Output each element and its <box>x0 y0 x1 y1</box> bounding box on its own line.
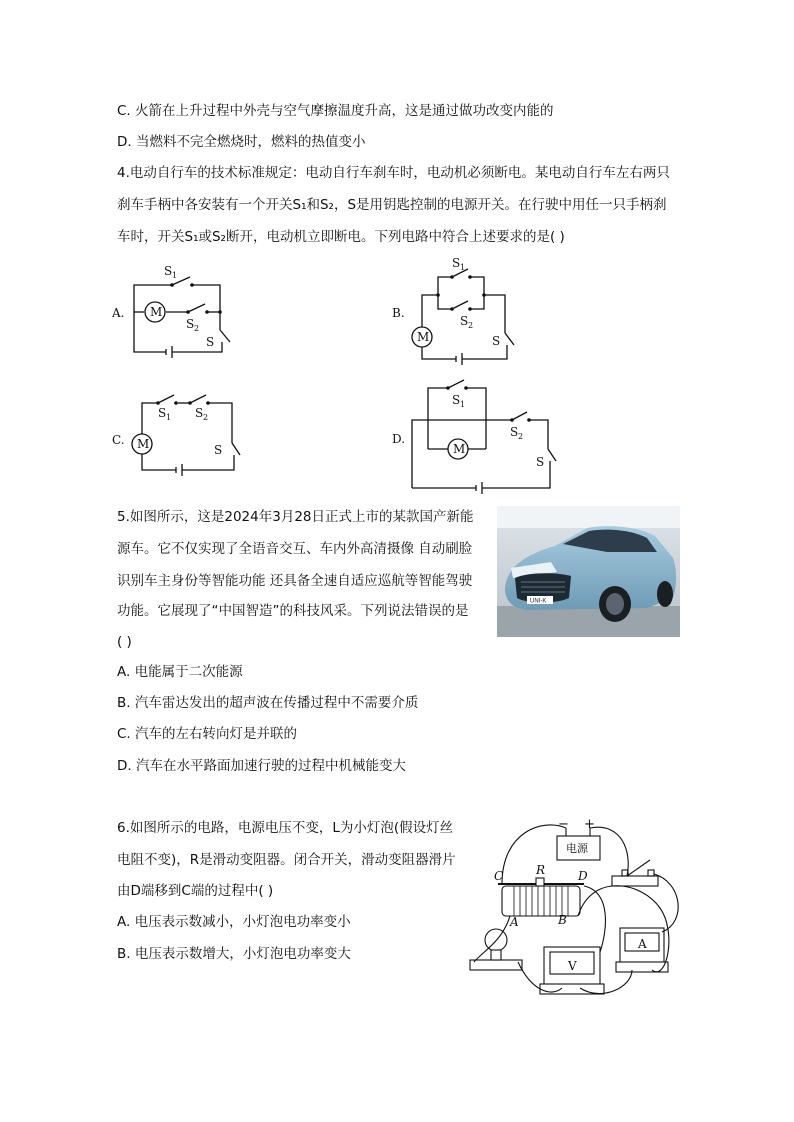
q5-option-c: C. 汽车的左右转向灯是并联的 <box>117 726 298 742</box>
svg-text:−: − <box>558 817 569 832</box>
svg-text:2: 2 <box>518 432 524 441</box>
circuit-a-diagram <box>110 262 250 362</box>
q5-stem-line3: 识别车主身份等智能功能 还具备全速自适应巡航等智能驾驶 <box>117 573 473 589</box>
q6-stem-line1: 6.如图所示的电路，电源电压不变，L为小灯泡(假设灯丝 <box>117 820 454 836</box>
q6-option-a: A. 电压表示数减小，小灯泡电功率变小 <box>117 914 351 930</box>
svg-text:S: S <box>536 455 545 469</box>
svg-text:S: S <box>452 256 461 270</box>
car-photo <box>497 506 680 637</box>
option-b-label: B. <box>392 306 405 320</box>
svg-text:S: S <box>214 443 223 457</box>
svg-text:1: 1 <box>166 413 172 422</box>
q4-stem-line2: 刹车手柄中各安装有一个开关S₁和S₂，S是用钥匙控制的电源开关。在行驶中用任一只手柄刹 <box>117 197 667 213</box>
svg-text:S: S <box>158 406 167 420</box>
svg-text:2: 2 <box>203 413 209 422</box>
option-d-label: D. <box>392 432 406 446</box>
circuit-d-diagram <box>390 375 560 500</box>
svg-text:S: S <box>510 425 519 439</box>
svg-text:A: A <box>638 937 647 951</box>
svg-text:M: M <box>417 330 430 344</box>
svg-text:S: S <box>195 406 204 420</box>
svg-text:S: S <box>452 393 461 407</box>
svg-text:R: R <box>536 863 546 877</box>
svg-text:UNI-K: UNI-K <box>530 598 547 605</box>
svg-text:D: D <box>578 869 588 883</box>
svg-text:C: C <box>494 869 504 883</box>
svg-text:电源: 电源 <box>566 843 588 855</box>
option-a-label: A. <box>112 306 125 320</box>
q5-option-a: A. 电能属于二次能源 <box>117 664 243 680</box>
apparatus-diagram <box>462 812 687 1002</box>
svg-text:S: S <box>186 317 195 331</box>
circuit-b-diagram <box>390 255 530 370</box>
q5-stem-line2: 源车。它不仅实现了全语音交互、车内外高清摄像 自动刷脸 <box>117 541 473 557</box>
svg-text:S: S <box>164 264 173 278</box>
q5-stem-line5: ( ) <box>117 634 132 650</box>
svg-text:M: M <box>453 442 466 456</box>
svg-text:M: M <box>137 437 150 451</box>
svg-text:2: 2 <box>468 321 474 330</box>
circuit-c-diagram <box>110 388 250 480</box>
q4-stem-line1: 4.电动自行车的技术标准规定：电动自行车刹车时，电动机必须断电。某电动自行车左右两只 <box>117 165 670 181</box>
motor-label: M <box>150 305 163 319</box>
q6-option-b: B. 电压表示数增大，小灯泡电功率变大 <box>117 946 351 962</box>
svg-text:1: 1 <box>172 271 178 280</box>
q4-stem-line3: 车时，开关S₁或S₂断开，电动机立即断电。下列电路中符合上述要求的是( ) <box>117 229 565 245</box>
q5-stem-line1: 5.如图所示，这是2024年3月28日正式上市的某款国产新能 <box>117 509 474 525</box>
q6-stem-line2: 电阻不变)，R是滑动变阻器。闭合开关，滑动变阻器滑片 <box>117 852 456 868</box>
svg-text:1: 1 <box>460 400 466 409</box>
svg-text:S: S <box>460 314 469 328</box>
switch <box>612 876 658 886</box>
q3-option-d: D. 当燃料不完全燃烧时，燃料的热值变小 <box>117 134 366 150</box>
q6-stem-line3: 由D端移到C端的过程中( ) <box>117 883 274 899</box>
q3-option-c: C. 火箭在上升过程中外壳与空气摩擦温度升高，这是通过做功改变内能的 <box>117 103 554 119</box>
svg-text:S: S <box>206 335 215 349</box>
svg-text:+: + <box>584 817 595 832</box>
svg-text:A: A <box>510 915 519 929</box>
svg-text:B: B <box>558 913 567 927</box>
q5-stem-line4: 功能。它展现了“中国智造”的科技风采。下列说法错误的是 <box>117 603 469 619</box>
svg-text:1: 1 <box>460 263 466 272</box>
q5-option-b: B. 汽车雷达发出的超声波在传播过程中不需要介质 <box>117 695 419 711</box>
bulb-holder <box>470 960 522 970</box>
svg-text:S: S <box>492 334 501 348</box>
svg-text:2: 2 <box>194 324 200 333</box>
option-c-label: C. <box>112 433 125 447</box>
q5-option-d: D. 汽车在水平路面加速行驶的过程中机械能变大 <box>117 758 406 774</box>
svg-text:V: V <box>568 959 577 973</box>
